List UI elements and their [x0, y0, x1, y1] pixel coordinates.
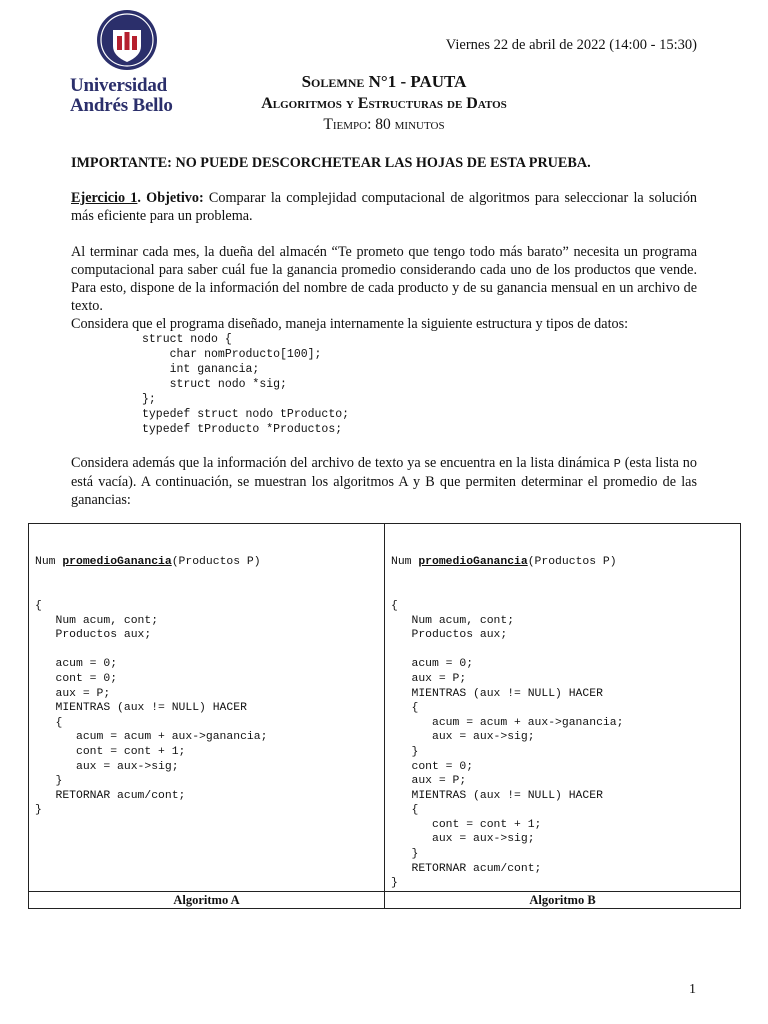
struct-code-line: struct nodo *sig;: [169, 378, 287, 391]
university-name-line1: Universidad: [70, 75, 168, 96]
algorithm_a-line: cont = 0;: [35, 672, 118, 685]
struct-code-line: typedef struct nodo tProducto;: [142, 408, 350, 421]
algorithm_b-line: }: [391, 745, 419, 758]
algorithm_a-line: acum = acum + aux->ganancia;: [35, 731, 268, 744]
exam-title: Solemne N°1 - PAUTA: [301, 72, 467, 91]
struct-code-line: struct nodo {: [142, 333, 232, 346]
list-variable: P: [613, 457, 621, 471]
algorithm_b-line: [391, 643, 740, 658]
algorithm_a-line: aux = P;: [35, 687, 111, 700]
algorithms-intro: [71, 454, 697, 509]
algorithm_b-line: acum = 0;: [391, 658, 474, 671]
exercise-label: Ejercicio 1: [71, 190, 138, 206]
algorithm_b-line: }: [391, 848, 419, 861]
algorithm_b-line: {: [391, 599, 398, 612]
algorithm-b-cell: [385, 524, 741, 892]
algorithm-a-caption: Algoritmo A: [29, 891, 385, 908]
algorithm_b-line: cont = cont + 1;: [391, 818, 542, 831]
algorithm_a-line: acum = 0;: [35, 658, 118, 671]
algorithm_a-line: [35, 643, 384, 658]
algorithm_a-line: {: [35, 716, 63, 729]
algorithm_a-line: RETORNAR acum/cont;: [35, 789, 186, 802]
struct-code-line: char nomProducto[100];: [169, 348, 322, 361]
algorithm_a-line: MIENTRAS (aux != NULL) HACER: [35, 702, 247, 715]
algorithm_a-line: }: [35, 804, 42, 817]
exercise-objective: Ejercicio 1. Objetivo: Comparar la complejidad computacional de algoritmos para seleccionar la solución más eficiente para un problema.: [71, 190, 698, 224]
exam-time: Tiempo: 80 minutos: [323, 116, 445, 133]
objective-text: Comparar la complejidad computacional de algoritmos para seleccionar la solución más eficiente para un problema.: [71, 190, 698, 224]
algorithm_a-line: aux = aux->sig;: [35, 760, 179, 773]
problem-description: Al terminar cada mes, la dueña del almacén “Te prometo que tengo todo más barato” necesita un programa computacional para saber cuál fue la ganancia promedio considerando cada uno de los productos que vende. Para esto, dispone de la información del nombre de cada producto y de su ganancia mensual en un archivo de texto.: [71, 244, 697, 314]
algorithm-b-caption: Algoritmo B: [385, 891, 741, 908]
function-name: promedioGanancia: [62, 556, 172, 569]
algorithms-intro-before: Considera además que la información del archivo de texto ya se encuentra en la lista dinámica: [71, 455, 614, 471]
algorithm_b-line: Num acum, cont;: [391, 614, 515, 627]
algorithm_b-line: Productos aux;: [391, 629, 508, 642]
function-name: promedioGanancia: [418, 556, 528, 569]
exam-date: Viernes 22 de abril de 2022 (14:00 - 15:30): [445, 37, 697, 53]
algorithm_b-line: {: [391, 702, 419, 715]
struct-intro: Considera que el programa diseñado, maneja internamente la siguiente estructura y tipos de datos:: [71, 316, 629, 332]
algorithm_a-line: {: [35, 599, 42, 612]
algorithm_a-line: Num acum, cont;: [35, 614, 159, 627]
algorithm_b-line: aux = aux->sig;: [391, 833, 535, 846]
university-name-line2: Andrés Bello: [70, 95, 173, 116]
algorithm_b-line: aux = P;: [391, 775, 467, 788]
algorithm_b-line: MIENTRAS (aux != NULL) HACER: [391, 789, 603, 802]
algorithm_b-line: aux = P;: [391, 672, 467, 685]
algorithm_a-line: Productos aux;: [35, 629, 152, 642]
algorithm-a-cell: [29, 524, 385, 892]
struct-code-line: };: [142, 393, 156, 406]
algorithms-intro-after: (esta lista no está vacía). A continuación, se muestran los algoritmos A y B que permiten determinar el promedio de las ganancias:: [71, 455, 697, 508]
algorithm_b-line: RETORNAR acum/cont;: [391, 862, 542, 875]
struct-code-line: int ganancia;: [169, 363, 260, 376]
algorithm_b-line: aux = aux->sig;: [391, 731, 535, 744]
algorithm_a-line: cont = cont + 1;: [35, 745, 186, 758]
algorithm_b-line: MIENTRAS (aux != NULL) HACER: [391, 687, 603, 700]
algorithm_b-line: cont = 0;: [391, 760, 474, 773]
algorithm_a-line: }: [35, 775, 63, 788]
university-seal-icon: [95, 8, 159, 72]
struct-code-line: typedef tProducto *Productos;: [142, 423, 343, 436]
algorithm-b-signature: Num promedioGanancia(Productos P): [391, 556, 617, 569]
algorithm-a-code: [29, 524, 384, 818]
algorithm-b-code: [385, 524, 740, 891]
algorithm_b-line: acum = acum + aux->ganancia;: [391, 716, 624, 729]
page-number: 1: [689, 982, 696, 997]
struct-code-block: [142, 332, 349, 437]
algorithm_b-line: }: [391, 877, 398, 890]
course-name: Algoritmos y Estructuras de Datos: [261, 95, 507, 112]
algorithm_b-line: {: [391, 804, 419, 817]
algorithm-a-signature: Num promedioGanancia(Productos P): [35, 556, 261, 569]
objective-label: Objetivo:: [146, 190, 204, 206]
important-notice: IMPORTANTE: NO PUEDE DESCORCHETEAR LAS HOJAS DE ESTA PRUEBA.: [71, 155, 591, 171]
algorithms-table: [28, 523, 741, 909]
